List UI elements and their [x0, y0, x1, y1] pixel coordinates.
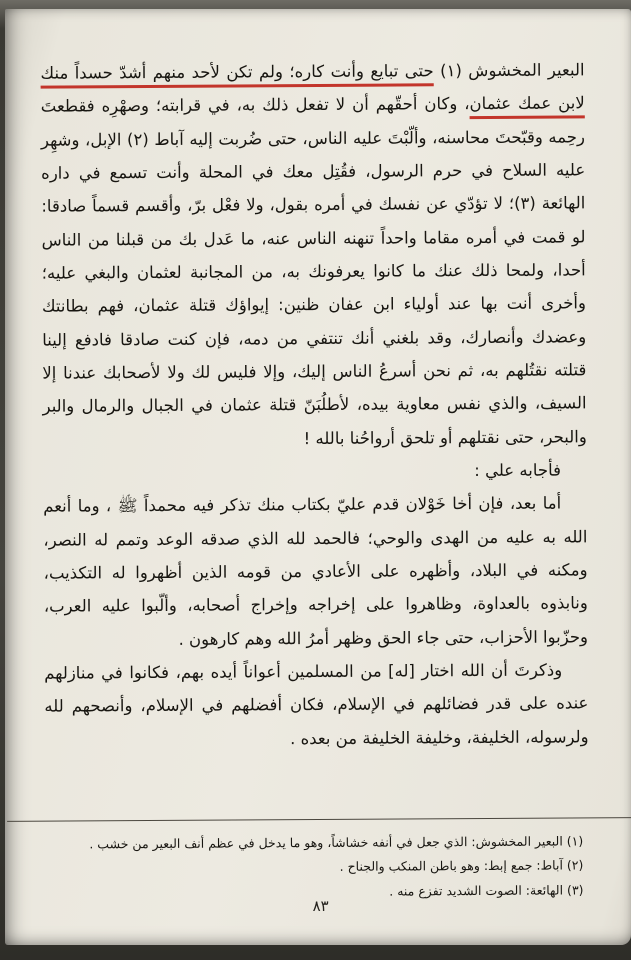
page-number: ٨٣ [312, 896, 329, 916]
footnote-item-3: (٣) الهائعة: الصوت الشديد تفزع منه . [389, 882, 584, 899]
footnote-divider [7, 817, 631, 822]
page-sheet [5, 9, 631, 945]
red-underlined-phrase: حتى تبايع وأنت كاره؛ ولم تكن لأحد منهم أشدّ حسداً منك لابن عمك عثمان [40, 61, 585, 114]
page-content [2, 7, 631, 947]
reply-heading: فأجابه علي : [474, 460, 562, 480]
footnote-item-1: (١) البعير المخشوش: الذي جعل في أنفه خشاشاً، وهو ما يدخل في عظم أنف البعير من خشب . [89, 833, 584, 852]
footnotes [37, 829, 583, 905]
paragraph-ali-reply-1: أما بعد، فإن أخا خَوْلان قدم عليّ بكتاب منك تذكر فيه محمداً ﷺ ، وما أنعم الله به عليه من الهدى والوحي؛ فالحمد لله الذي صدقه الوعد وتمم له النصر، ومكنه في البلاد، وأظهره على الأعادي من قومه الذين أظهروا له التكذيب، ونابذوه بالعداوة، وظاهروا على إخراجه وإخراج أصحابه، وألّبوا عليه العرب، وحزّبوا الأحزاب، حتى جاء الحق وظهر أمرُ الله وهم كارهون . [43, 493, 589, 649]
paragraph-ali-reply-2: وذكرتَ أن الله اختار [له] من المسلمين أعواناً أيده بهم، فكانوا في منازلهم عنده على قدر فضائلهم في الإسلام، فكان أفضلهم في الإسلام، وأنصحهم لله ولرسوله، الخليفة، وخليفة الخليفة من بعده . [44, 660, 589, 748]
paragraph-muawiya-letter-end [40, 53, 586, 456]
letter-text-rest: ، وكان أحقّهم أن لا تفعل ذلك به، في قرابته؛ وصهْرِه فقطعتَ رحِمه وقبّحتَ محاسنه، وألّبْتَ عليه الناس، حتى ضُربت إليه آباط (٢) الإبل، وشهِر عليه السلاح في حرم الرسول، فقُتِل معك في المحلة وأنت تسمع في داره الهائعة (٣)؛ لا تؤدّي عن نفسك في أمره بقول، ولا فعْل برّ، وأقسم قسماً صادقا: لو قمت في أمره مقاما واحداً تنهنه الناس عنه، ما عَدل بك من قبلنا من الناس أحدا، ولمحا ذلك عنك ما كانوا يعرفونك به، من المجانبة لعثمان والبغي عليه؛ وأخرى أنت بها عند أولياء ابن عفان ظنين: إيواؤك قتلة عثمان، فهم بطانتك وعضدك وأنصارك، وقد بلغني أنك تنتفي من دمه، فإن كنت صادقا فادفع إلينا قتلته نقتُلهم به، ثم نحن أسرعُ الناس إليك، وإلا فليس لك ولا لأصحابك عندنا إلا السيف، والذي نفس معاوية بيده، لأطلُبَنّ قتلة عثمان في الجبال والرمال والبر والبحر، حتى نقتلهم أو تلحق أرواحُنا بالله ! [40, 94, 587, 448]
letter-text-lead: البعير المخشوش (١) [433, 60, 585, 81]
body-text [40, 53, 588, 756]
footnote-item-2: (٢) آباط: جمع إبط: وهو باطن المنكب والجناح . [339, 857, 584, 875]
